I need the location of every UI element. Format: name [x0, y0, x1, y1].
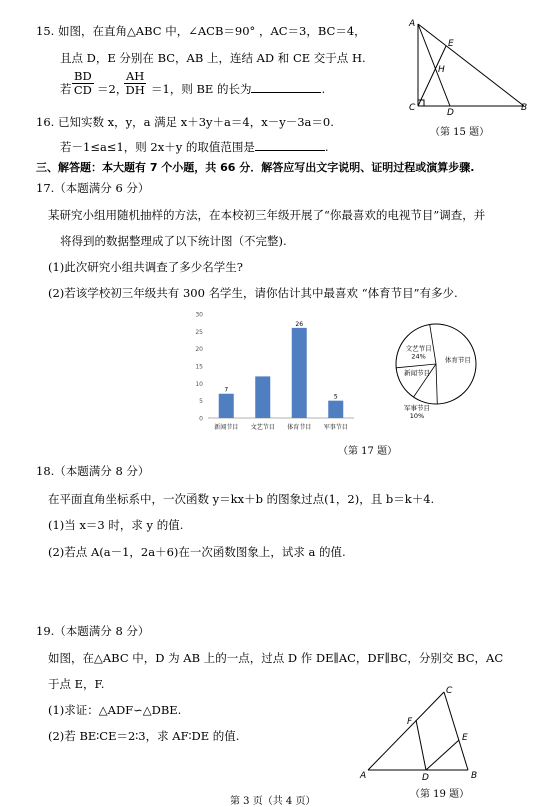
y-tick-label: 15: [195, 363, 203, 371]
q15-fraction-ah-dh: $\frac{AH}{DH}$: [125, 69, 145, 97]
q15-figure: [398, 14, 538, 126]
pie-percent-label: 10%: [409, 412, 425, 421]
y-tick-label: 20: [195, 346, 203, 354]
q19-subquestion-1: (1)求证：△ADF∽△DBE.: [48, 703, 182, 717]
pie-percent-label: 24%: [411, 352, 426, 361]
q15-label-b: B: [521, 103, 528, 113]
q19-label-f: F: [407, 717, 413, 727]
q15-answer-blank: [251, 92, 321, 93]
q19-figure: [358, 684, 488, 786]
q15-mid: ＝2，: [97, 82, 128, 96]
y-tick-label: 25: [195, 328, 203, 336]
q17-heading: 17.（本题满分 6 分）: [36, 181, 150, 195]
x-tick-label: 文艺节目: [250, 424, 275, 431]
q19-label-b: B: [471, 771, 478, 781]
x-tick-label: 新闻节目: [214, 424, 239, 431]
q15-label-e: E: [448, 39, 454, 49]
x-tick-label: 体育节目: [287, 424, 312, 431]
bar-3: [292, 328, 307, 418]
pie-slice-boundary-4: [396, 364, 436, 368]
q15-label-a: A: [409, 19, 416, 29]
q19-label-d: D: [422, 773, 429, 783]
q19-heading: 19.（本题满分 8 分）: [36, 624, 150, 638]
y-tick-label: 0: [199, 415, 203, 423]
q19-caption: （第 19 题）: [410, 789, 470, 800]
pie-slice-boundary-2: [436, 364, 437, 404]
q18-heading: 18.（本题满分 8 分）: [36, 464, 150, 478]
q17-subquestion-2: (2)若该学校初三年级共有 300 名学生，请你估计其中最喜欢 “体育节目”有多少.: [48, 286, 458, 300]
q15-line3-prefix: 若: [60, 82, 72, 96]
q17-subquestion-1: (1)此次研究小组共调查了多少名学生?: [48, 260, 243, 274]
bar-data-label: 26: [295, 320, 304, 328]
q19-subquestion-2: (2)若 BE∶CE＝2∶3，求 AF∶DE 的值.: [48, 729, 240, 743]
q17-bar-chart: [186, 306, 358, 440]
q15-label-c: C: [409, 103, 416, 113]
pie-slice-label: 军事节目: [404, 404, 430, 413]
q19-paragraph-1: 如图，在△ABC 中，D 为 AB 上的一点，过点 D 作 DE∥AC，DF∥BC，分别交 BC，AC: [48, 651, 504, 665]
y-tick-label: 5: [199, 398, 203, 406]
q19-label-e: E: [462, 733, 468, 743]
q19-label-a: A: [360, 771, 367, 781]
q16-line2: 若－1≤a≤1，则 2x＋y 的取值范围是 .: [60, 140, 329, 154]
section-3-heading: 三、解答题：本大题有 7 个小题，共 66 分．解答应写出文字说明、证明过程或演算步骤.: [36, 161, 475, 174]
q18-paragraph: 在平面直角坐标系中，一次函数 y＝kx＋b 的图象过点(1，2)，且 b＝k＋4.: [48, 492, 435, 506]
pie-slice-label: 体育节目: [444, 355, 471, 364]
q18-subquestion-2: (2)若点 A(a－1，2a＋6)在一次函数图象上，试求 a 的值.: [48, 545, 346, 559]
q15-caption: （第 15 题）: [430, 127, 490, 138]
bar-1: [219, 394, 234, 418]
bar-2: [255, 376, 270, 418]
q16-answer-blank: [255, 150, 325, 151]
y-tick-label: 30: [195, 311, 203, 319]
x-tick-label: 军事节目: [323, 424, 348, 431]
q15-line1: 15. 如图，在直角△ABC 中，∠ACB＝90° ，AC＝3，BC＝4，: [36, 24, 366, 38]
q19-label-c: C: [446, 686, 453, 696]
bar-data-label: 5: [333, 393, 338, 401]
q16-line1: 16. 已知实数 x，y，a 满足 x＋3y＋a＝4，x－y－3a＝0.: [36, 115, 334, 129]
q15-label-d: D: [447, 108, 454, 118]
q15-label-h: H: [438, 65, 445, 75]
q15-fraction-bd-cd: $\frac{BD}{CD}$: [73, 69, 92, 97]
q17-caption: （第 17 题）: [338, 446, 398, 457]
q15-line3-suffix: ＝1，则 BE 的长为 .: [151, 82, 326, 96]
y-tick-label: 10: [195, 380, 203, 388]
q19-paragraph-2: 于点 E，F.: [48, 677, 105, 691]
q17-pie-chart: [388, 318, 528, 421]
bar-data-label: 7: [224, 386, 229, 394]
q17-paragraph-1: 某研究小组用随机抽样的方法，在本校初三年级开展了“你最喜欢的电视节目”调查，并: [48, 208, 486, 222]
pie-slice-label: 新闻节目: [404, 369, 431, 378]
q17-paragraph-2: 将得到的数据整理成了以下统计图（不完整).: [60, 234, 287, 248]
page-footer: 第 3 页（共 4 页）: [230, 796, 316, 807]
q15-line2: 且点 D，E 分别在 BC，AB 上，连结 AD 和 CE 交于点 H.: [60, 51, 366, 65]
bar-4: [328, 401, 343, 418]
pie-slice-label: 文艺节目: [405, 344, 432, 353]
q18-subquestion-1: (1)当 x＝3 时，求 y 的值.: [48, 518, 184, 532]
